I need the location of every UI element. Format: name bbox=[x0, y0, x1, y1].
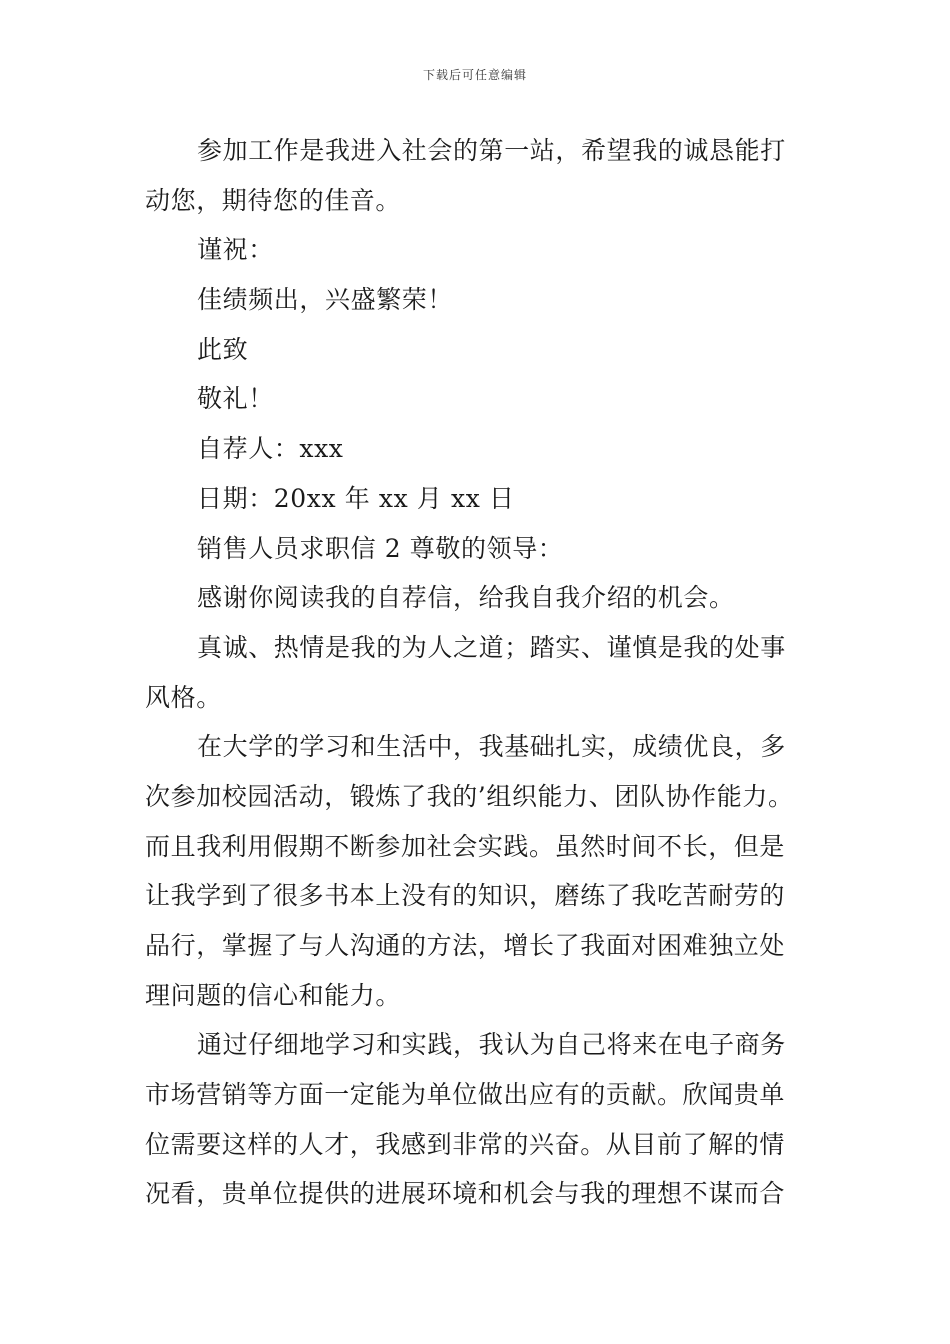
page-header-note: 下载后可任意编辑 bbox=[422, 68, 527, 82]
text-line: 风格。 bbox=[145, 682, 222, 712]
text-line: 次参加校园活动，锻炼了我的’组织能力、团队协作能力。 bbox=[145, 781, 794, 811]
text-line: 况看，贵单位提供的进展环境和机会与我的理想不谋而合 bbox=[145, 1179, 786, 1209]
text-line: 日期：20xx 年 xx 月 xx 日 bbox=[197, 483, 515, 513]
text-line: 位需要这样的人才，我感到非常的兴奋。从目前了解的情 bbox=[145, 1129, 786, 1159]
text-line: 敬礼！ bbox=[197, 384, 274, 414]
letter-body bbox=[145, 126, 810, 1219]
text-line: 品行，掌握了与人沟通的方法，增长了我面对困难独立处 bbox=[145, 931, 786, 960]
text-line: 参加工作是我进入社会的第一站，希望我的诚恳能打 bbox=[197, 136, 786, 165]
text-line: 通过仔细地学习和实践，我认为自己将来在电子商务 bbox=[197, 1030, 786, 1060]
text-line: 真诚、热情是我的为人之道；踏实、谨慎是我的处事 bbox=[197, 632, 786, 662]
text-line: 此致 bbox=[197, 334, 249, 364]
text-line: 市场营销等方面一定能为单位做出应有的贡献。欣闻贵单 bbox=[145, 1080, 786, 1110]
text-line: 谨祝： bbox=[197, 235, 274, 265]
text-line: 感谢你阅读我的自荐信，给我自我介绍的机会。 bbox=[197, 583, 735, 613]
text-line: 在大学的学习和生活中，我基础扎实，成绩优良，多 bbox=[197, 732, 786, 762]
text-line: 而且我利用假期不断参加社会实践。虽然时间不长，但是 bbox=[145, 831, 786, 861]
text-line: 动您，期待您的佳音。 bbox=[145, 185, 402, 215]
text-line: 佳绩频出，兴盛繁荣！ bbox=[197, 285, 454, 315]
text-line: 理问题的信心和能力。 bbox=[145, 980, 402, 1010]
text-line: 销售人员求职信 2 尊敬的领导： bbox=[197, 533, 564, 563]
text-line: 自荐人：xxx bbox=[197, 434, 344, 464]
text-line: 让我学到了很多书本上没有的知识，磨练了我吃苦耐劳的 bbox=[145, 881, 786, 911]
